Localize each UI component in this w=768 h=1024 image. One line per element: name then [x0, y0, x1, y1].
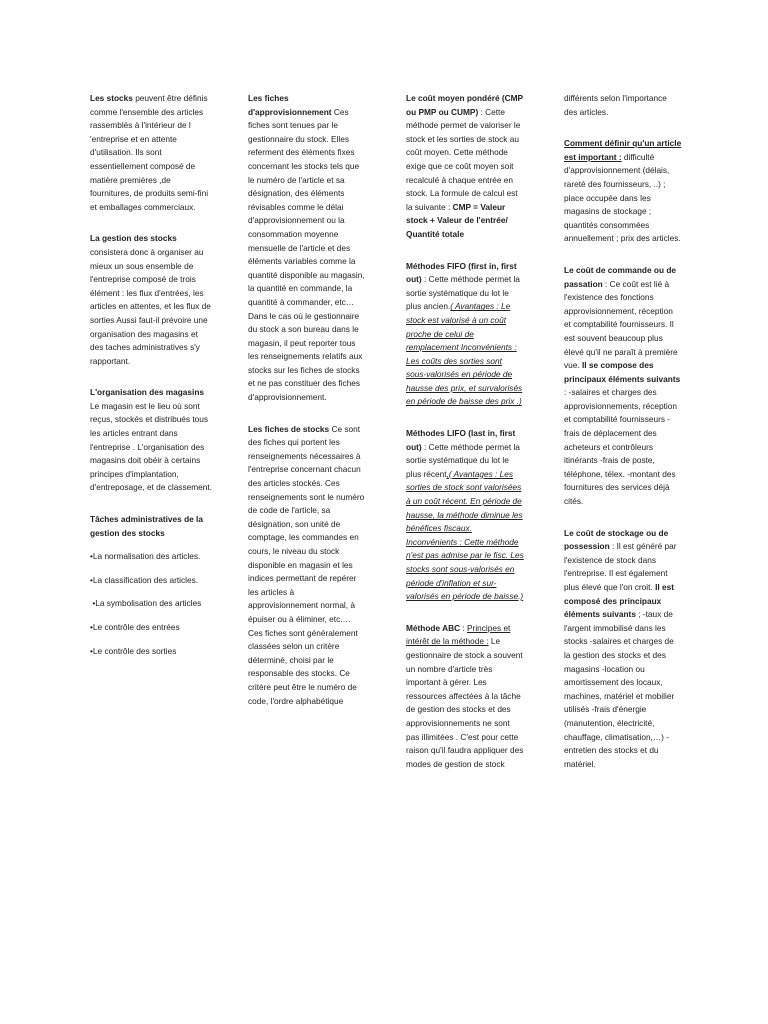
- term-organisation: L'organisation des magasins: [90, 387, 205, 398]
- term-stocks: Les stocks: [90, 93, 133, 103]
- paragraph-fiches-appro: [248, 92, 366, 405]
- note-lifo: ,( Avantages : Les sorties de stock sont valorisées à un coût récent. En période de hausse, la méthode diminue les bénéfices fiscaux. Inconvénients : Cette méthode n'est pas admise par le fisc. Les stocks sont sous-valorisés en période d'inflation et sur-valorisés en période de baisse.): [406, 468, 524, 602]
- paragraph-continuation: [564, 92, 682, 119]
- paragraph-important: [564, 137, 682, 246]
- list-item: •La symbolisation des articles: [90, 598, 202, 609]
- text-abc: Le gestionnaire de stock a souvent un nombre d'article très important à gérer. Les ressources affectées à la tâche de gestion des stocks et des approvisionnements ne sont pas illimitées . C'est pour cette raison qu'il faudra appliquer des modes de gestion de stock: [406, 636, 524, 769]
- paragraph-abc: [406, 622, 524, 772]
- column-2: [248, 92, 366, 718]
- formula-cmp: CMP = Valeur stock + Valeur de l'entrée/ Quantité totale: [406, 201, 508, 239]
- paragraph-gestion: [90, 232, 212, 368]
- term-fiches-stocks: Les fiches de stocks: [248, 423, 330, 434]
- term-taches: Tâches administratives de la gestion des stocks: [90, 514, 203, 538]
- note-fifo: ( Avantages : Le stock est valorisé à un coût proche de celui de remplacement Inconvénients : Les coûts des sorties sont sous-valorisés en période de hausse des prix, et survalorisés en période de baisse des prix .): [406, 301, 523, 407]
- paragraph-cout-stockage: [564, 527, 682, 772]
- text-fiches-appro: Ces fiches sont tenues par le gestionnaire du stock. Elles referment des éléments fixes concernant les stocks tels que le numéro de l'article et sa désignation, des éléments révisables comme le délai d'approvisionnement ou la consommation moyenne mensuelle de l'article et des éléments variables comme la quantité disponible au magasin, la quantité en commande, la quantité à commander, etc… Dans le cas où le gestionnaire du stock a son bureau dans le magasin, il peut reporter tous les renseignements relatifs aux stocks sur les fiches de stocks et ne pas constituer des fiches d'approvisionnement.: [248, 106, 365, 403]
- column-4: [564, 92, 682, 781]
- column-1: [90, 92, 212, 668]
- list-item: •La classification des articles.: [90, 574, 199, 585]
- list-item: •La normalisation des articles.: [90, 551, 201, 562]
- term-cmp: Le coût moyen pondéré (CMP ou PMP ou CUMP): [406, 93, 523, 117]
- heading-taches: [90, 513, 212, 540]
- text-fiches-stocks: Ce sont des fiches qui portent les renseignements nécessaires à l'entreprise concernant chacun des articles stockés. Ces renseignements sont le numéro de code de l'article, sa désignation, son unité de comptage, les commandes en cours, le niveau du stock disponible en magasin et les indices permettant de repérer les articles à approvisionnement normal, à épuiser ou à éliminer, etc.… Ces fiches sont généralement classées selon un critère déterminé, choisi par le responsable des stocks. Ce critère peut être le numéro de code, l'ordre alphabétique: [248, 423, 365, 706]
- term-cout-stockage: Le coût de stockage ou de possession: [564, 527, 669, 552]
- text-lifo: : Cette méthode permet la sortie systématique du lot le plus récent: [406, 441, 520, 479]
- text-organisation: Le magasin est le lieu où sont reçus, stockés et distribués tous les articles entrant dans l'entreprise . L'organisation des magasins doit obéir à certains principes d'implantation, d'entreposage, et de classement.: [90, 400, 212, 493]
- term-abc: Méthode ABC: [406, 622, 461, 633]
- subhead-abc: Principes et intérêt de la méthode :: [406, 622, 511, 647]
- text-stocks: peuvent être définis comme l'ensemble des articles rassemblés à l'intérieur de l 'entreprise et en attente d'utilisation. Ils sont essentiellement composé de matière premières ,de fournitures, de produits semi-fini et emballages commerciaux.: [90, 93, 209, 212]
- sep-abc: :: [460, 622, 468, 633]
- term-fiches-appro: Les fiches d'approvisionnement: [248, 93, 332, 117]
- text-cout-stockage-2: ; -taux de l'argent immobilisé dans les stocks -salaires et charges de la gestion des stocks et des magasins -location ou amortissement des locaux, machines, matériel et mobilier utilisés -frais d'énergie (manutention, électricité, chauffage, climatisation,…) -entretien des stocks et du matériel.: [564, 609, 675, 769]
- text-cout-stockage: : Il est généré par l'existence de stock dans l'entreprise. Il est également plus élevé que l'on croit.: [564, 541, 677, 592]
- term-cout-commande: Le coût de commande ou de passation: [564, 264, 677, 289]
- term-lifo: Méthodes LIFO (last in, first out): [406, 428, 516, 452]
- term-important: Comment définir qu'un article est important :: [564, 138, 682, 162]
- list-item: •Le contrôle des sorties: [90, 645, 177, 656]
- paragraph-cout-commande: [564, 264, 682, 509]
- text-continuation: différents selon l'importance des articles.: [564, 93, 667, 117]
- paragraph-cmp: [406, 92, 524, 242]
- term-fifo: Méthodes FIFO (first in, first out): [406, 260, 517, 285]
- text-cmp: : Cette méthode permet de valoriser le stock et les sorties de stock au coût moyen. Cette méthode exige que ce coût moyen soit recalculé à chaque entrée en stock. La formule de calcul est la suivante :: [406, 106, 521, 212]
- paragraph-lifo: [406, 427, 524, 604]
- paragraph-organisation: [90, 386, 212, 495]
- text-cout-commande: : Ce coût est lié à l'existence des fonctions approvisionnement, réception et comptabilité fournisseurs. Il est souvent beaucoup plus élevé qu'il ne paraît à première vue.: [564, 278, 678, 371]
- subterm-cout-stockage: Il est composé des principaux éléments suivants: [564, 582, 674, 620]
- text-fifo: : Cette méthode permet la sortie systématique du lot le plus ancien.: [406, 274, 520, 312]
- text-gestion: consistera donc à organiser au mieux un sous ensemble de l'entreprise composé de trois élément : les flux d'entrées, les articles en attentes, et les flux de sorties Aussi faut-il prévoire une organisation des magasins et des taches administratives s'y rapportant.: [90, 246, 211, 366]
- list-item: •Le contrôle des entrées: [90, 622, 180, 632]
- paragraph-fiches-stocks: [248, 423, 366, 708]
- text-cout-commande-2: : -salaires et charges des approvisionnements, réception et comptabilité fournisseurs -frais de déplacement des acheteurs et contrôleurs itinérants -frais de poste, téléphone, télex. -montant des fournitures des services déjà cités.: [564, 387, 677, 507]
- column-3: [406, 92, 524, 781]
- text-important: difficulté d'approvisionnement (délais, rareté des fournisseurs, ..) ; place occupée dans les magasins de stockage ; quantités consommées annuellement ; prix des articles.: [564, 151, 681, 244]
- term-gestion: La gestion des stocks: [90, 233, 177, 244]
- paragraph-fifo: [406, 260, 524, 410]
- subterm-cout-commande: Il se compose des principaux éléments suivants: [564, 360, 681, 384]
- paragraph-stocks: [90, 92, 212, 214]
